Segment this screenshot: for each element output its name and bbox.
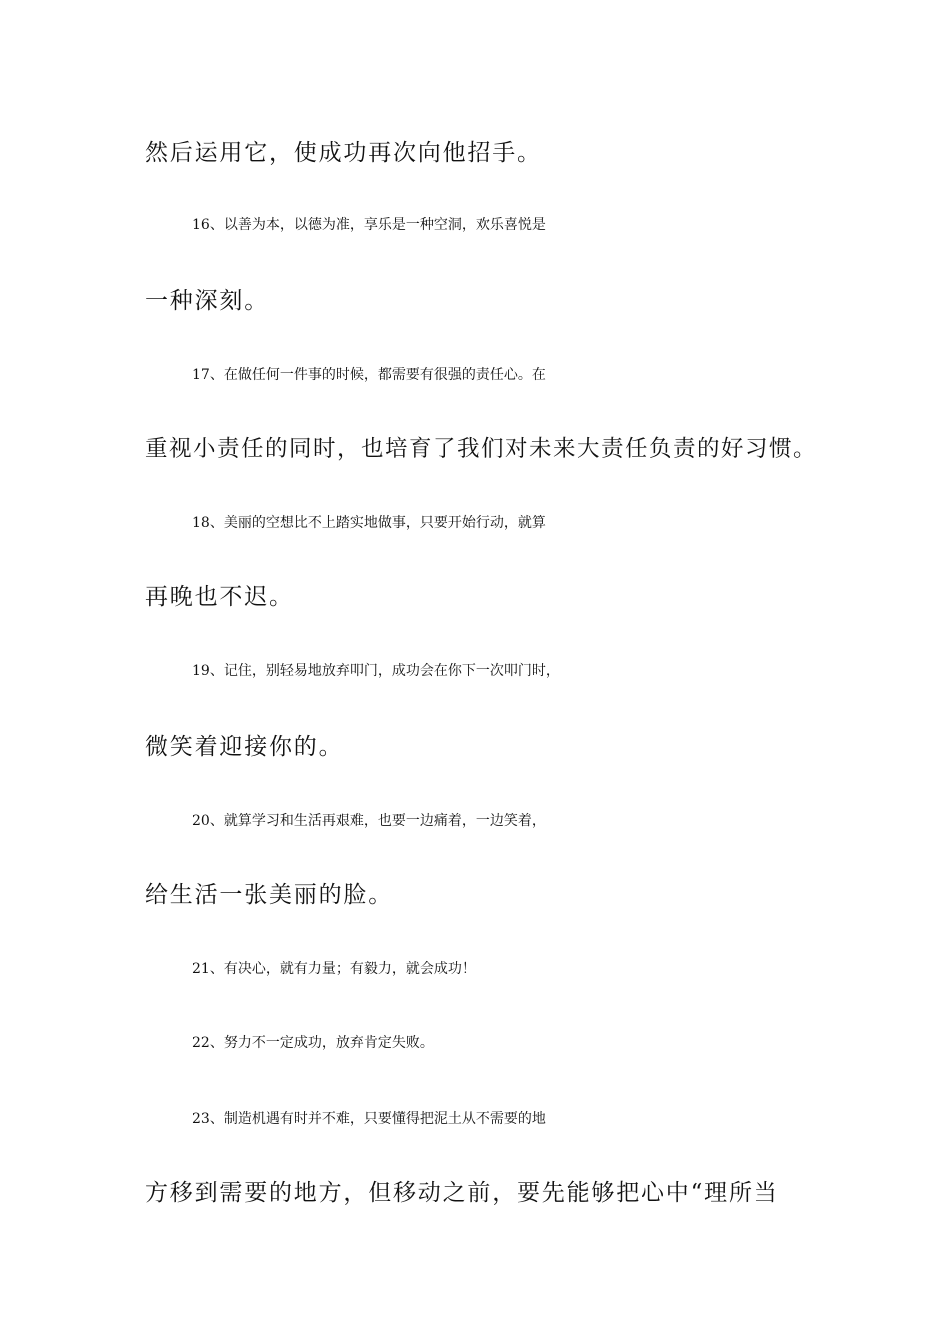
text-line: 方移到需要的地方，但移动之前，要先能够把心中“理所当 xyxy=(145,1180,779,1206)
text-line: 给生活一张美丽的脸。 xyxy=(145,882,393,908)
text-line: 23、制造机遇有时并不难，只要懂得把泥土从不需要的地 xyxy=(192,1111,546,1127)
text-line: 18、美丽的空想比不上踏实地做事，只要开始行动，就算 xyxy=(192,515,546,531)
text-line: 一种深刻。 xyxy=(145,288,269,314)
text-line: 17、在做任何一件事的时候，都需要有很强的责任心。在 xyxy=(192,367,546,383)
text-line: 19、记住，别轻易地放弃叩门，成功会在你下一次叩门时， xyxy=(192,663,560,679)
text-line: 微笑着迎接你的。 xyxy=(145,734,344,760)
text-line: 然后运用它，使成功再次向他招手。 xyxy=(145,140,542,166)
text-line: 再晚也不迟。 xyxy=(145,584,294,610)
text-line: 21、有决心，就有力量；有毅力，就会成功！ xyxy=(192,961,476,977)
text-line: 20、就算学习和生活再艰难，也要一边痛着，一边笑着， xyxy=(192,813,546,829)
text-line: 22、努力不一定成功，放弃肯定失败。 xyxy=(192,1035,434,1051)
text-line: 16、以善为本，以德为准，享乐是一种空洞，欢乐喜悦是 xyxy=(192,217,546,233)
text-line: 重视小责任的同时，也培育了我们对未来大责任负责的好习惯。 xyxy=(145,436,818,462)
